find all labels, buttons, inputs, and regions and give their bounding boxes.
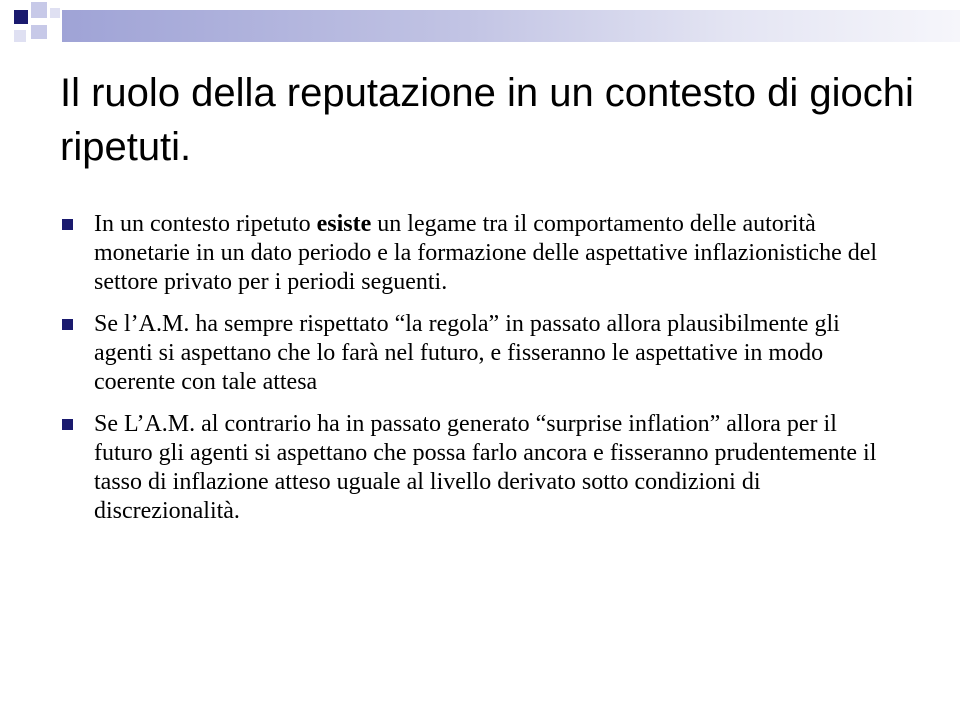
bullet-item xyxy=(60,410,890,526)
bullet-text: Se L’A.M. al contrario ha in passato generato “surprise inflation” allora per il futuro gli agenti si aspettano che possa farlo ancora e fisseranno prudentemente il tasso di inflazione atteso uguale al livello derivato sotto condizioni di discrezionalità. xyxy=(94,411,877,524)
header-gradient-bar xyxy=(62,10,960,42)
decorative-square-icon xyxy=(50,8,60,18)
bullet-text-after: un legame tra il comportamento delle autorità monetarie in un dato periodo e la formazione delle aspettative inflazionistiche del settore privato per i periodi seguenti. xyxy=(94,211,878,295)
bullet-item xyxy=(60,310,890,397)
square-bullet-icon xyxy=(62,219,73,230)
decorative-square-icon xyxy=(14,10,28,24)
decorative-square-icon xyxy=(31,25,47,39)
decorative-square-icon xyxy=(31,2,47,18)
bullet-text-bold: esiste xyxy=(316,211,372,237)
decorative-square-icon xyxy=(14,30,26,42)
bullet-text: Se l’A.M. ha sempre rispettato “la regola” in passato allora plausibilmente gli agenti si aspettano che lo farà nel futuro, e fisseranno le aspettative in modo coerente con tale attesa xyxy=(94,311,840,395)
bullet-text-before: In un contesto ripetuto xyxy=(94,211,317,237)
slide-title: Il ruolo della reputazione in un contesto di giochi ripetuti. xyxy=(60,71,914,169)
bullet-item xyxy=(60,210,890,297)
bullet-list xyxy=(60,210,890,539)
square-bullet-icon xyxy=(62,319,73,330)
square-bullet-icon xyxy=(62,419,73,430)
